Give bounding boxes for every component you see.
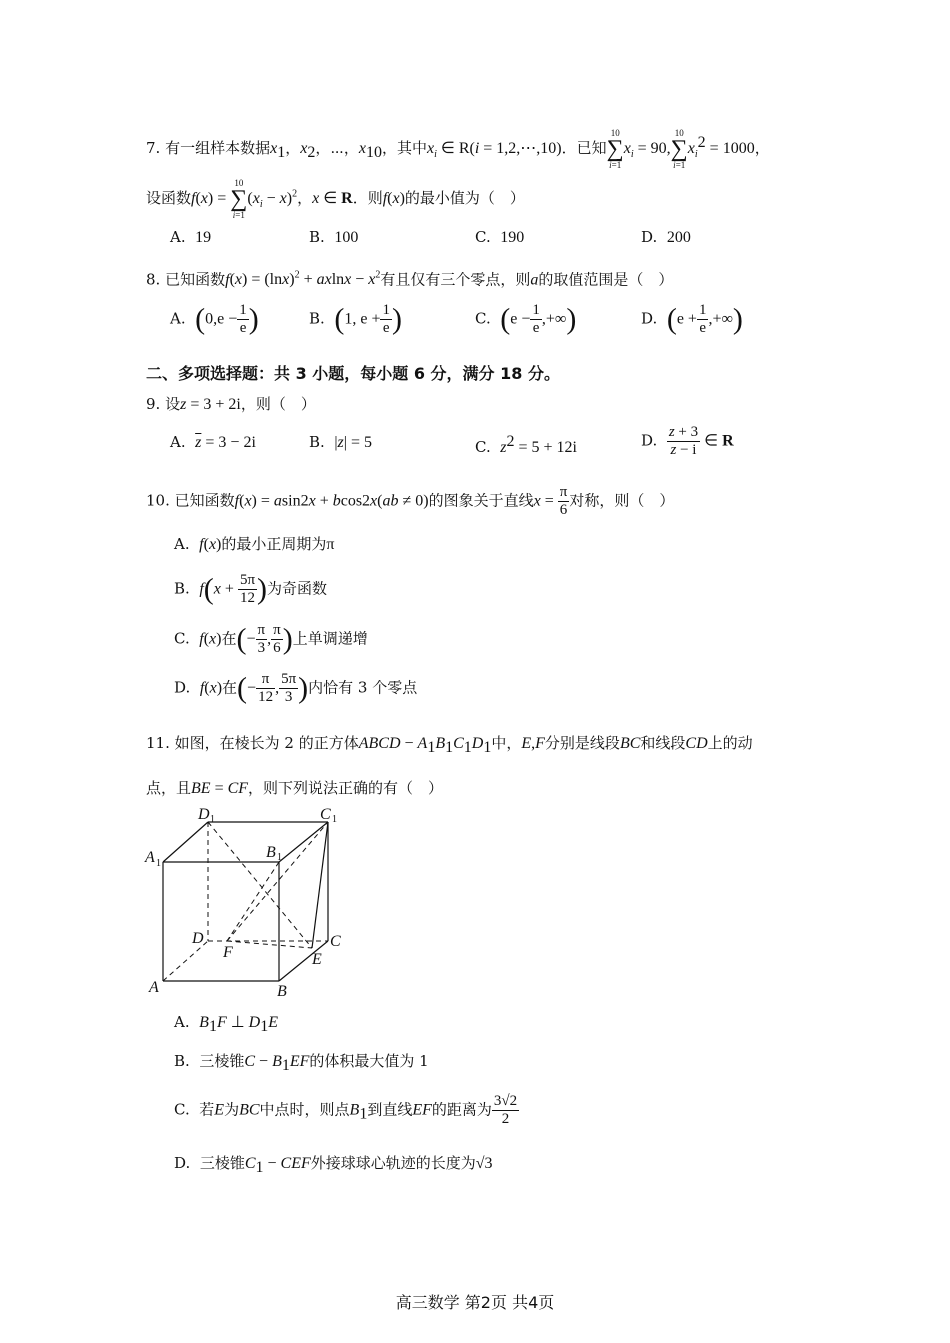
label-a1: A	[145, 849, 155, 866]
q9-option-a[interactable]: A. $\overline{z} = 3 - 2i$	[170, 433, 256, 451]
q9-option-d[interactable]: D. $\frac{z + 3}{z - i}$ ∈ R	[641, 424, 734, 458]
q7-option-c[interactable]: C. 190	[475, 228, 525, 246]
q7-line2: 设函数f(x) = 10 ∑ i=1 $(x_i - x)^2$，x ∈ R．则f(x)的最小值为（ ）	[146, 178, 525, 220]
q7-option-d[interactable]: D. 200	[641, 228, 691, 246]
cube-figure	[142, 800, 352, 1000]
q11-line1: 11. 如图，在棱长为 2 的正方体ABCD − $A_1B_1C_1D_1$中，E,F分别是线段BC和线段CD上的动	[146, 734, 753, 756]
q8-option-c[interactable]: C. (e − $\frac{1}{e}$ ,+∞)	[475, 302, 577, 336]
q10-line1: 10. 已知函数f(x) = asin2x + bcos2x(ab ≠ 0)的图象关于直线x = $\frac{\pi}{6}$ 对称，则（ ）	[146, 484, 675, 518]
q10-option-a[interactable]: A. f(x)的最小正周期为π	[174, 535, 335, 553]
q7-option-a[interactable]: A. 19	[170, 228, 212, 246]
label-f: F	[223, 944, 233, 961]
label-a: A	[149, 979, 159, 996]
page-footer: 高三数学 第2页 共4页	[395, 1293, 555, 1312]
q10-option-d[interactable]: D. f(x)在(− $\frac{\pi}{12}$ , $\frac{5\pi}{3}$ )内恰有 3 个零点	[174, 671, 418, 705]
svg-text:1: 1	[332, 814, 337, 825]
q8-line1: 8. 已知函数$f(x) = (\ln x)^2 + axlnx - x^2$有且仅有三个零点，则a的取值范围是（ ）	[146, 270, 674, 289]
svg-text:1: 1	[156, 858, 161, 869]
label-d1: D	[198, 806, 210, 823]
q8-option-a[interactable]: A. (0,e − $\frac{1}{e}$ )	[170, 302, 259, 336]
q11-option-b[interactable]: B. 三棱锥$C - B_1EF$的体积最大值为 1	[174, 1052, 429, 1074]
q11-option-a[interactable]: A. $B_1F$ ⊥ $D_1E$	[174, 1013, 278, 1035]
label-c1: C	[320, 806, 331, 823]
svg-text:1: 1	[277, 852, 282, 863]
label-b: B	[277, 983, 287, 1000]
label-d: D	[192, 930, 204, 947]
q7-option-b[interactable]: B. 100	[309, 228, 359, 246]
label-e: E	[312, 951, 322, 968]
q10-option-c[interactable]: C. f(x)在(− $\frac{\pi}{3}$ , $\frac{\pi}{6}$ )上单调递增	[174, 622, 368, 656]
label-c: C	[330, 933, 341, 950]
q8-option-b[interactable]: B. (1, e + $\frac{1}{e}$ )	[309, 302, 402, 336]
q11-option-d[interactable]: D. 三棱锥$C_1$ − CEF外接球球心轨迹的长度为√3	[174, 1154, 493, 1176]
q9-option-b[interactable]: B. |z| = 5	[309, 433, 373, 451]
q9-option-c[interactable]: C. $z^2 = 5 + 12i$	[475, 433, 577, 456]
q11-line2: 点，且BE = CF，则下列说法正确的有（ ）	[146, 779, 444, 797]
q7-number: 7.	[146, 139, 161, 157]
svg-text:1: 1	[210, 814, 215, 825]
label-b1: B	[266, 844, 276, 861]
q8-option-d[interactable]: D. (e + $\frac{1}{e}$ ,+∞)	[641, 302, 743, 336]
section-heading: 二、多项选择题：共 3 小题，每小题 6 分，满分 18 分。	[146, 364, 560, 383]
q7-line1: 7. 有一组样本数据$x_1$，$x_2$，⋯，$x_{10}$，其中$x_i$ ∈ R(i = 1,2,⋯,10)．已知 10 ∑ i=1 $x_i = 90$, 10 ∑ i=1 $x_i^2 = 1000$，	[146, 128, 770, 170]
q10-option-b[interactable]: B. f(x + $\frac{5\pi}{12}$ )为奇函数	[174, 572, 328, 606]
q7-text-a: 有一组样本数据	[165, 139, 271, 157]
q9-line1: 9. 设z = 3 + 2i，则（ ）	[146, 395, 316, 413]
q11-option-c[interactable]: C. 若E为BC中点时，则点$B_1$到直线EF的距离为 $\frac{3√2}{2}$	[174, 1093, 518, 1127]
